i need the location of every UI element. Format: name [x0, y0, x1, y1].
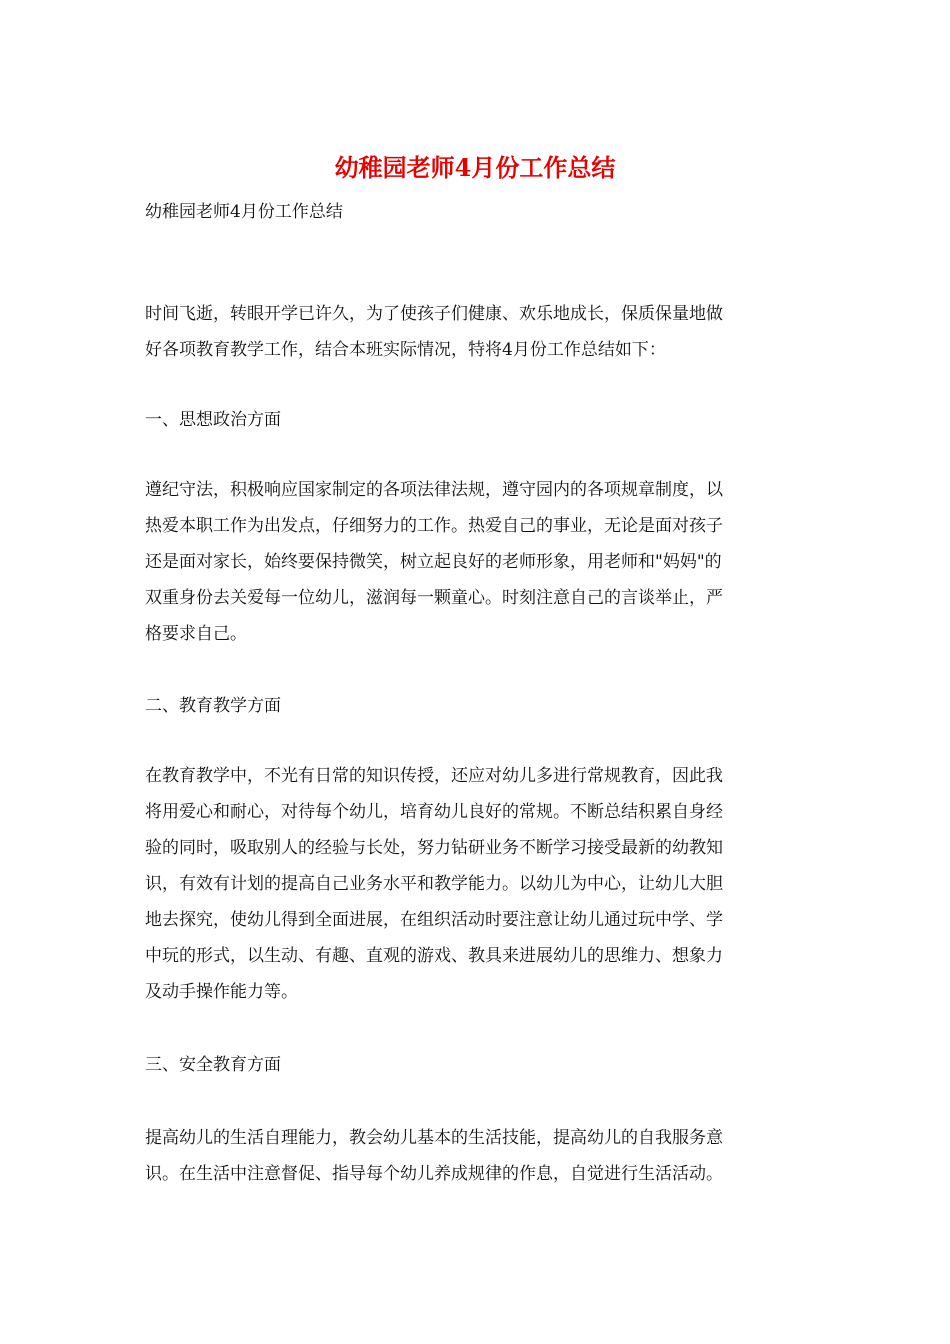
paragraph-line: 时间飞逝，转眼开学已许久，为了使孩子们健康、欢乐地成长，保质保量地做: [145, 304, 723, 324]
paragraph-line: 及动手操作能力等。: [145, 982, 298, 1002]
section-heading-safety: 三、安全教育方面: [145, 1055, 281, 1075]
paragraph-line: 识，有效有计划的提高自己业务水平和教学能力。以幼儿为中心，让幼儿大胆: [145, 874, 723, 894]
page-title: 幼稚园老师4月份工作总结: [334, 153, 616, 182]
teaching-paragraph: [145, 758, 807, 1010]
paragraph-line: 还是面对家长，始终要保持微笑，树立起良好的老师形象，用老师和"妈妈"的: [145, 552, 722, 572]
intro-paragraph: [145, 296, 807, 368]
safety-paragraph: [145, 1120, 807, 1192]
paragraph-line: 遵纪守法，积极响应国家制定的各项法律法规，遵守园内的各项规章制度，以: [145, 480, 723, 500]
paragraph-line: 热爱本职工作为出发点，仔细努力的工作。热爱自己的事业，无论是面对孩子: [145, 516, 723, 536]
paragraph-line: 验的同时，吸取别人的经验与长处，努力钻研业务不断学习接受最新的幼教知: [145, 838, 723, 858]
paragraph-line: 提高幼儿的生活自理能力，教会幼儿基本的生活技能，提高幼儿的自我服务意: [145, 1128, 723, 1148]
document-subtitle: 幼稚园老师4月份工作总结: [145, 202, 343, 222]
politics-paragraph: [145, 472, 807, 652]
paragraph-line: 在教育教学中，不光有日常的知识传授，还应对幼儿多进行常规教育，因此我: [145, 766, 723, 786]
paragraph-line: 好各项教育教学工作，结合本班实际情况，特将4月份工作总结如下：: [145, 340, 666, 360]
paragraph-line: 地去探究，使幼儿得到全面进展，在组织活动时要注意让幼儿通过玩中学、学: [145, 910, 723, 930]
section-heading-teaching: 二、教育教学方面: [145, 696, 281, 716]
paragraph-line: 格要求自己。: [145, 624, 247, 644]
paragraph-line: 双重身份去关爱每一位幼儿，滋润每一颗童心。时刻注意自己的言谈举止，严: [145, 588, 723, 608]
section-heading-politics: 一、思想政治方面: [145, 410, 281, 430]
paragraph-line: 中玩的形式，以生动、有趣、直观的游戏、教具来进展幼儿的思维力、想象力: [145, 946, 723, 966]
paragraph-line: 将用爱心和耐心，对待每个幼儿，培育幼儿良好的常规。不断总结积累自身经: [145, 802, 723, 822]
paragraph-line: 识。在生活中注意督促、指导每个幼儿养成规律的作息，自觉进行生活活动。: [145, 1164, 723, 1184]
